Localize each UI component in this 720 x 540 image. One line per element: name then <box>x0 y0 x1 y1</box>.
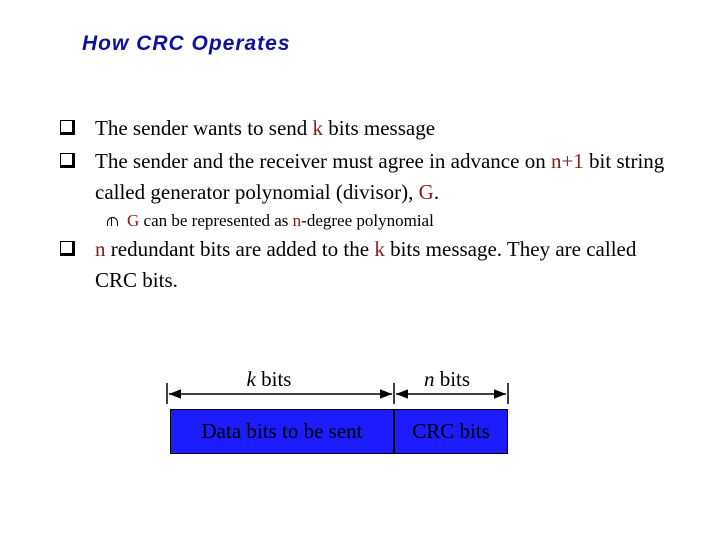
bullet-3-text: redundant bits are added to the <box>105 237 375 261</box>
var-k: k <box>312 116 324 140</box>
bullet-2-text-mid: bit string called generator polynomial (divisor), <box>95 149 665 204</box>
data-bits-box: Data bits to be sent <box>170 409 394 454</box>
var-n-plus-1: n+1 <box>550 149 584 173</box>
sub-bullet-text-end: -degree polynomial <box>301 211 434 230</box>
bullet-1-text-end: bits message <box>323 116 436 140</box>
crc-bits-box: CRC bits <box>394 409 508 454</box>
var-k: k <box>374 237 385 261</box>
sub-bullet-text: can be represented as <box>139 211 293 230</box>
var-n: n <box>292 211 302 230</box>
k-bits-label: k bits <box>246 367 292 391</box>
slide-title: How CRC Operates <box>82 32 291 55</box>
bullet-2-text: The sender and the receiver must agree in advance on <box>95 149 551 173</box>
var-g: G <box>127 211 140 230</box>
var-n: n <box>95 237 106 261</box>
var-g: G <box>418 180 434 204</box>
bullet-2-text-end: . <box>433 180 440 204</box>
n-bits-label: n bits <box>423 367 471 391</box>
bullet-3-text-end: bits message. They are called CRC bits. <box>95 237 637 292</box>
bullet-1-text: The sender wants to send <box>95 116 313 140</box>
